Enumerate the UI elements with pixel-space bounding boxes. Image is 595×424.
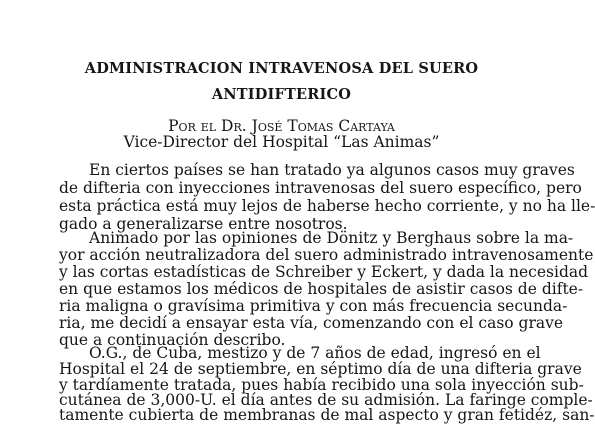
paragraph-1-line-1: En ciertos países se han tratado ya algunos casos muy graves (89, 161, 575, 179)
paragraph-3-line-1: O.G., de Cuba, mestizo y de 7 años de edad, ingresó en el (89, 344, 541, 362)
document-title-line-1: ADMINISTRACION INTRAVENOSA DEL SUERO (84, 60, 479, 77)
paragraph-1-line-4: gado a generalizarse entre nosotros. (59, 215, 348, 233)
document-title-line-2: ANTIDIFTERICO (211, 86, 352, 103)
paragraph-2-line-7: que a continuación describo. (59, 331, 286, 349)
paragraph-3-line-4: cutánea de 3,000-U. el día antes de su admisión. La faringe comple- (59, 391, 593, 409)
paragraph-2-line-3: y las cortas estadísticas de Schreiber y Eckert, y dada la necesidad (59, 263, 589, 281)
paragraph-2-line-1: Animado por las opiniones de Dönitz y Berghaus sobre la ma- (89, 229, 574, 247)
author-prefix: Por el Dr. (168, 117, 247, 135)
paragraph-2-line-2: yor acción neutralizadora del suero administrado intravenosamente (59, 246, 594, 264)
author-position: Vice-Director del Hospital “Las Animas” (123, 133, 440, 151)
paragraph-1-line-2: de difteria con inyecciones intravenosas del suero específico, pero (59, 179, 582, 197)
paragraph-2-line-5: ria maligna o gravísima primitiva y con más frecuencia secunda- (59, 297, 568, 315)
paragraph-3-line-2: Hospital el 24 de septiembre, en séptimo día de una difteria grave (59, 360, 582, 378)
paragraph-2-line-6: ria, me decidí a ensayar esta vía, comenzando con el caso grave (59, 314, 564, 332)
paragraph-3-line-3: y tardíamente tratada, pues había recibido una sola inyección sub- (59, 376, 584, 394)
paragraph-1-line-3: esta práctica está muy lejos de haberse hecho corriente, y no ha lle- (59, 197, 595, 215)
author-name: José Tomas Cartaya (251, 117, 395, 135)
paragraph-3-line-5: tamente cubierta de membranas de mal aspecto y gran fetidéz, san- (59, 406, 595, 424)
paragraph-2-line-4: en que estamos los médicos de hospitales de asistir casos de difte- (59, 280, 584, 298)
